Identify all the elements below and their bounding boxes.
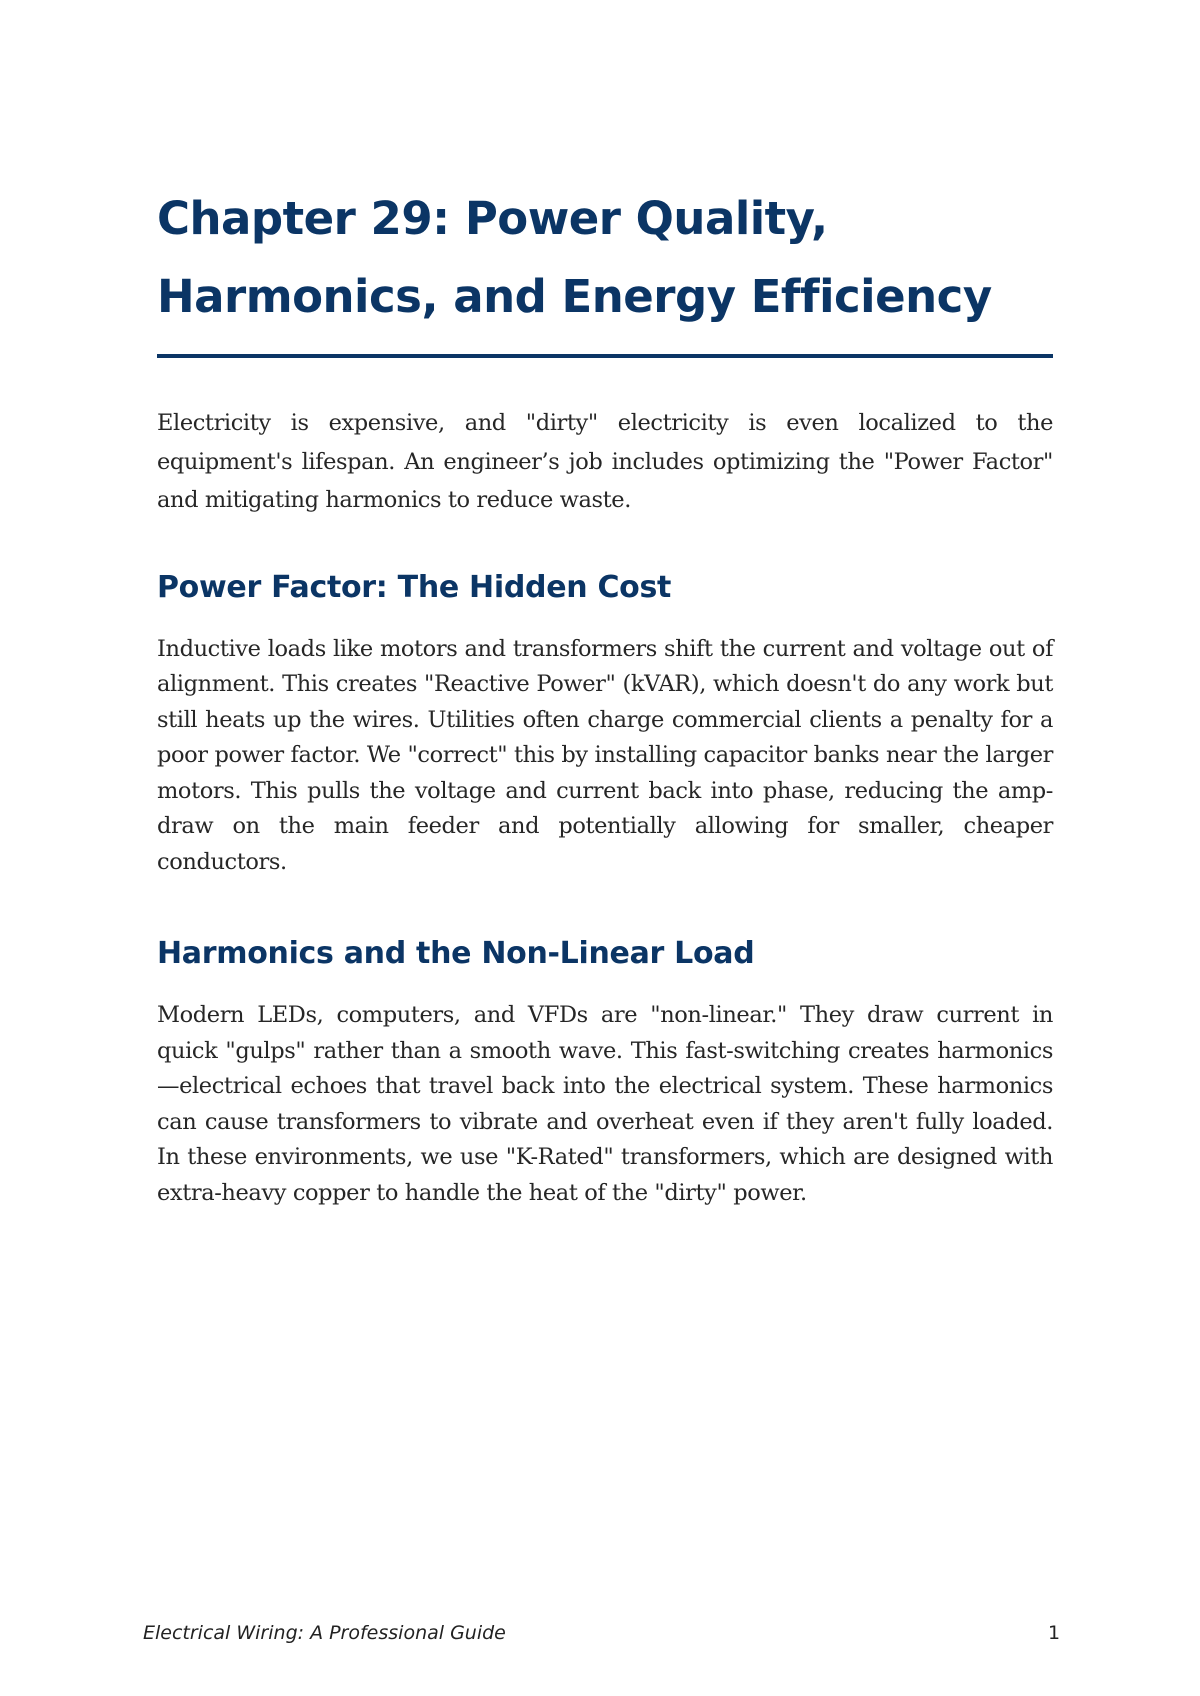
title-divider	[157, 354, 1053, 358]
section-spacer	[157, 880, 1053, 934]
chapter-title-line-2: Harmonics, and Energy Efficiency	[157, 270, 992, 323]
page-content	[157, 180, 1053, 1211]
section-heading-power-factor: Power Factor: The Hidden Cost	[157, 569, 672, 605]
intro-paragraph: Electricity is expensive, and "dirty" electricity is even localized to the equipment's lifespan. An engineer’s job includes optimizing the "Power Factor" and mitigating harmonics to reduce waste.	[157, 410, 1053, 513]
section-heading-harmonics: Harmonics and the Non-Linear Load	[157, 936, 755, 971]
chapter-title-line-1: Chapter 29: Power Quality,	[157, 192, 828, 245]
footer-book-title: Electrical Wiring: A Professional Guide	[143, 1622, 506, 1644]
section-body-power-factor: Inductive loads like motors and transformers shift the current and voltage out of alignment. This creates "Reactive Power" (kVAR), which doesn't do any work but still heats up the wires. Utilities often charge commercial clients a penalty for a poor power factor. We "correct" this by installing capacitor banks near the larger motors. This pulls the voltage and current back into phase, reducing the amp-draw on the main feeder and potentially allowing for smaller, cheaper conductors.	[157, 635, 1053, 875]
footer-page-number: 1	[1048, 1622, 1061, 1644]
chapter-title	[157, 180, 1053, 336]
section-body-harmonics: Modern LEDs, computers, and VFDs are "non-linear." They draw current in quick "gulps" rather than a smooth wave. This fast-switching creates harmonics—electrical echoes that travel back into the electrical system. These harmonics can cause transformers to vibrate and overheat even if they aren't fully loaded. In these environments, we use "K-Rated" transformers, which are designed with extra-heavy copper to handle the heat of the "dirty" power.	[157, 1002, 1053, 1206]
